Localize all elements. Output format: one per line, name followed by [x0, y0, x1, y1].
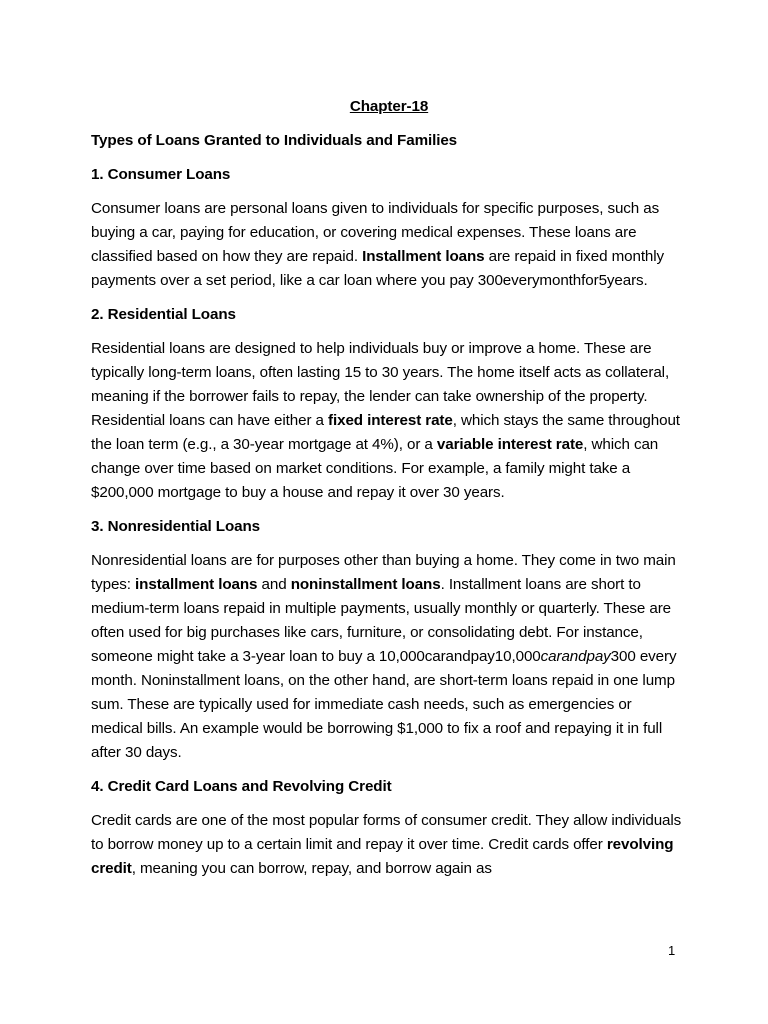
text-run: 300 every month. Noninstallment loans, on the other hand, are short-term loans repaid in one lump sum. These are typically used for immediate cash needs, such as emergencies or medical bills. An example would be borrowing $1,000 to fix a roof and repaying it in full after 30 days.: [91, 648, 677, 761]
section-paragraph-nonresidential-loans: [91, 549, 687, 765]
bold-term: fixed interest rate: [328, 412, 453, 429]
section-heading-residential-loans: 2. Residential Loans: [91, 306, 236, 323]
text-run: , meaning you can borrow, repay, and borrow again as: [131, 860, 492, 877]
text-run: and: [257, 576, 291, 593]
section-paragraph-credit-card-loans: [91, 809, 687, 881]
bold-term: noninstallment loans: [290, 576, 441, 593]
bold-term: revolving credit: [91, 836, 674, 877]
text-run: Nonresidential loans are for purposes other than buying a home. They come in two main types:: [91, 552, 676, 593]
section-paragraph-residential-loans: [91, 337, 687, 505]
text-run: Consumer loans are personal loans given to individuals for specific purposes, such as buying a car, paying for education, or covering medical expenses. These loans are classified based on how they are repaid.: [91, 200, 660, 265]
page-number: 1: [668, 943, 676, 958]
text-run: are repaid in fixed monthly payments over a set period, like a car loan where you pay 300everymonthfor5years.: [91, 248, 665, 289]
bold-term: Installment loans: [362, 248, 485, 265]
chapter-title: Chapter-18: [349, 98, 429, 115]
text-run: , which stays the same throughout the loan term (e.g., a 30-year mortgage at 4%), or a: [91, 412, 680, 453]
section-paragraph-consumer-loans: [91, 197, 687, 293]
section-heading-credit-card-loans: 4. Credit Card Loans and Revolving Credit: [91, 778, 392, 795]
text-run: , which can change over time based on market conditions. For example, a family might take a $200,000 mortgage to buy a house and repay it over 30 years.: [91, 436, 659, 501]
italic-run: carandpay: [540, 648, 611, 665]
text-run: Residential loans are designed to help individuals buy or improve a home. These are typically long-term loans, often lasting 15 to 30 years. The home itself acts as collateral, meaning if the borrower fails to repay, the lender can take ownership of the property. Residential loans can have either a: [91, 340, 670, 429]
bold-term: variable interest rate: [436, 436, 584, 453]
text-run: Credit cards are one of the most popular forms of consumer credit. They allow individuals to borrow money up to a certain limit and repay it over time. Credit cards offer: [91, 812, 682, 853]
bold-term: installment loans: [135, 576, 258, 593]
text-run: . Installment loans are short to medium-term loans repaid in multiple payments, usually monthly or quarterly. These are often used for big purchases like cars, furniture, or consolidating debt. For instance, someone might take a 3-year loan to buy a 10,000carandpay10,000: [91, 576, 672, 665]
section-heading-consumer-loans: 1. Consumer Loans: [91, 166, 231, 183]
section-heading-nonresidential-loans: 3. Nonresidential Loans: [91, 518, 261, 535]
document-title: Types of Loans Granted to Individuals and Families: [91, 132, 458, 149]
page-content: [91, 95, 687, 891]
